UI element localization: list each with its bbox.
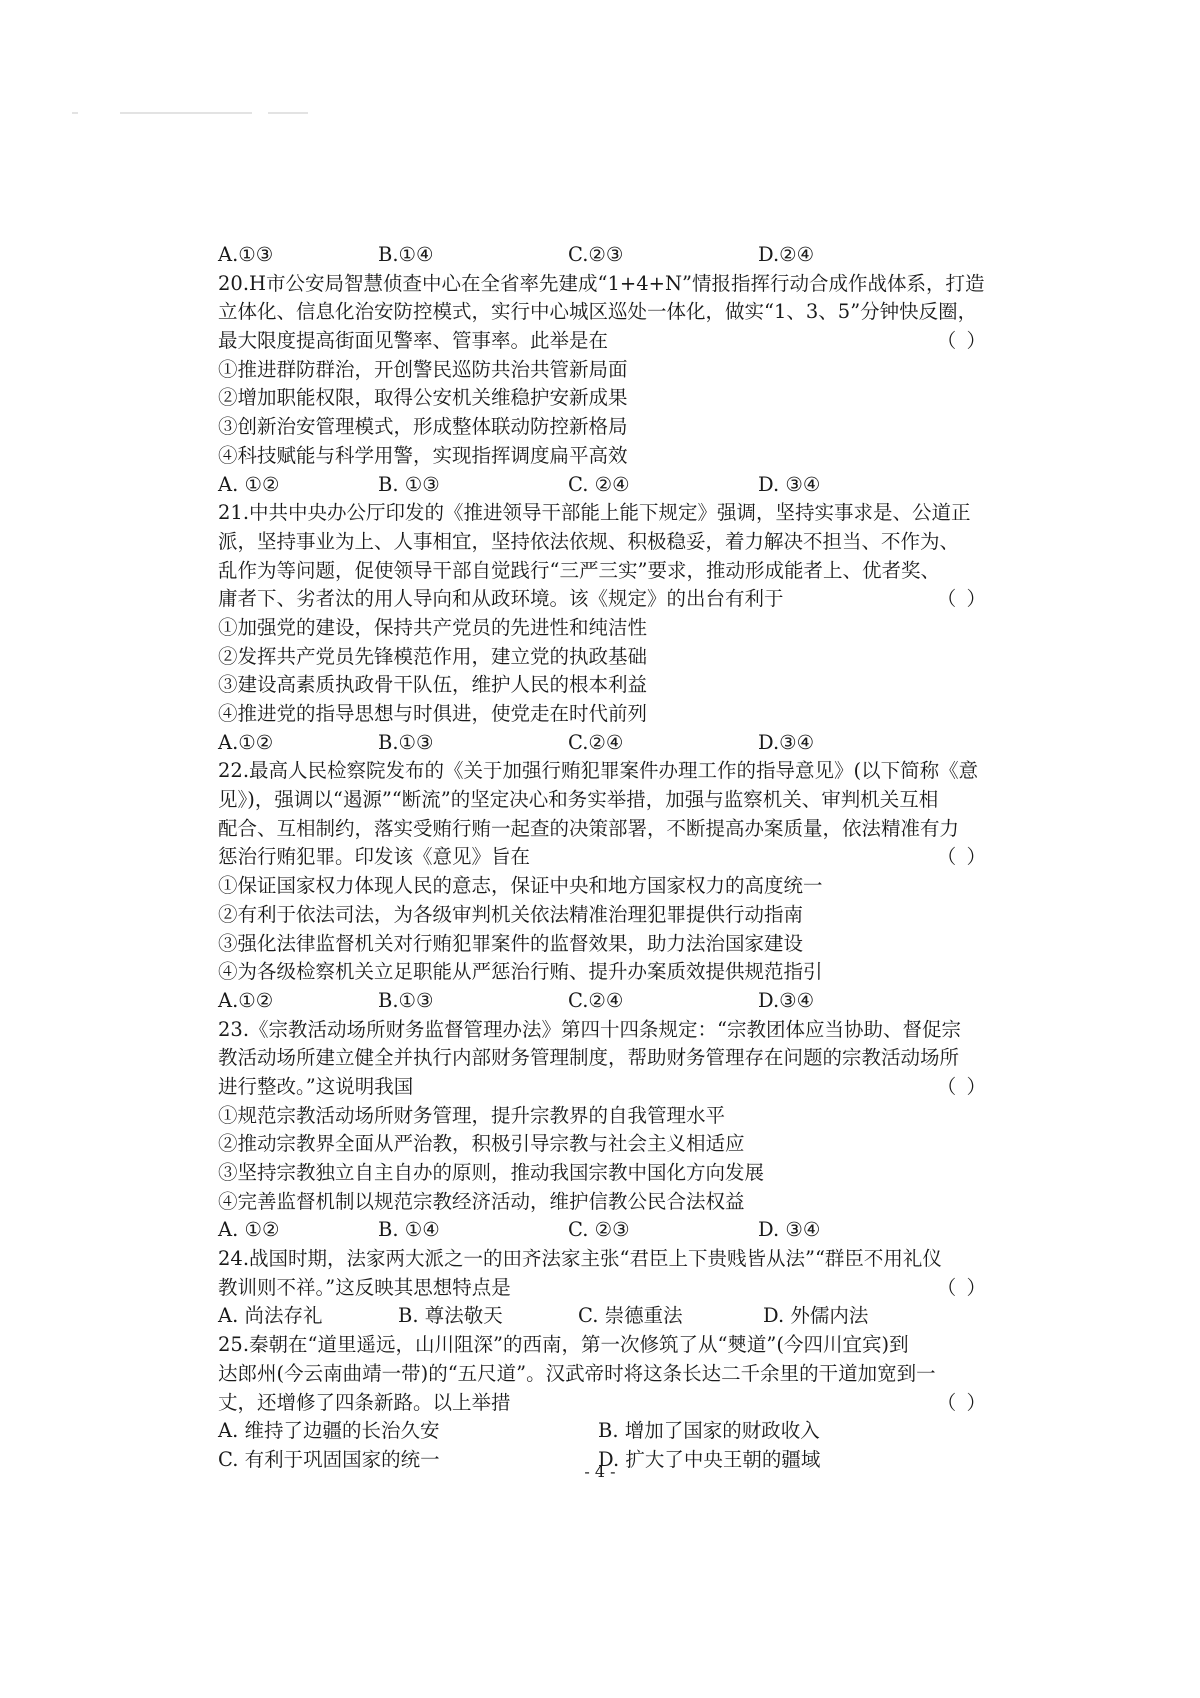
q20-stem-line: 20.H市公安局智慧侦查中心在全省率先建成“1+4+N”情报指挥行动合成作战体系，打造 [218, 271, 985, 295]
q23-stem-line: 教活动场所建立健全并执行内部财务管理制度，帮助财务管理存在问题的宗教活动场所 [218, 1046, 960, 1070]
q22-item: ③强化法律监督机关对行贿犯罪案件的监督效果，助力法治国家建设 [218, 931, 804, 955]
answer-blank: （ ） [936, 1074, 988, 1098]
q22-stem-line: 22.最高人民检察院发布的《关于加强行贿犯罪案件办理工作的指导意见》(以下简称《意 [218, 759, 979, 783]
q23-item: ②推动宗教界全面从严治教，积极引导宗教与社会主义相适应 [218, 1132, 745, 1156]
q23-stem-text: 进行整改。”这说明我国 [218, 1074, 414, 1098]
q22-option-b: B.①③ [378, 988, 434, 1012]
question-22 [218, 757, 1000, 1015]
question-20 [218, 270, 1000, 500]
scan-artifact [72, 112, 78, 114]
q21-option-c: C.②④ [568, 730, 624, 754]
q25-option-c: C. 有利于巩固国家的统一 [218, 1447, 440, 1471]
q20-stem-line [218, 327, 1000, 356]
page-number: - 4 - [584, 1462, 616, 1481]
answer-blank: （ ） [936, 587, 988, 611]
q23-item: ③坚持宗教独立自主自办的原则，推动我国宗教中国化方向发展 [218, 1161, 765, 1184]
q25-option-b: B. 增加了国家的财政收入 [598, 1419, 820, 1443]
q21-stem-line [218, 585, 1000, 614]
q21-stem-line: 21.中共中央办公厅印发的《推进领导干部能上能下规定》强调，坚持实事求是、公道正 [218, 501, 971, 525]
q19-options [218, 241, 1000, 270]
q23-option-b: B. ①④ [378, 1218, 440, 1242]
q19-option-c: C.②③ [568, 243, 624, 266]
q22-option-c: C.②④ [568, 988, 624, 1012]
q20-item: ②增加职能权限，取得公安机关维稳护安新成果 [218, 386, 628, 410]
question-21 [218, 499, 1000, 757]
answer-blank: （ ） [936, 845, 988, 869]
q24-options [218, 1302, 1000, 1331]
q20-option-c: C. ②④ [568, 472, 630, 496]
q22-options [218, 987, 1000, 1016]
q21-item: ③建设高素质执政骨干队伍，维护人民的根本利益 [218, 673, 648, 697]
q25-stem-line: 达郎州(今云南曲靖一带)的“五尺道”。汉武帝时将这条长达二千余里的干道加宽到一 [218, 1361, 936, 1385]
q22-option-a: A.①② [218, 988, 274, 1012]
q20-option-b: B. ①③ [378, 472, 440, 496]
q20-item: ④科技赋能与科学用警，实现指挥调度扁平高效 [218, 443, 628, 467]
q22-item: ②有利于依法司法，为各级审判机关依法精准治理犯罪提供行动指南 [218, 902, 804, 926]
q20-stem-text: 最大限度提高街面见警率、管事率。此举是在 [218, 329, 609, 353]
q20-item: ③创新治安管理模式，形成整体联动防控新格局 [218, 415, 628, 439]
q24-option-b: B. 尊法敬天 [398, 1304, 503, 1328]
q23-option-c: C. ②③ [568, 1218, 630, 1242]
q23-stem-line: 23.《宗教活动场所财务监督管理办法》第四十四条规定：“宗教团体应当协助、督促宗 [218, 1017, 961, 1041]
question-25 [218, 1331, 1000, 1474]
q24-option-c: C. 崇德重法 [578, 1304, 683, 1328]
q22-stem-line: 见》)，强调以“遏源”“断流”的坚定决心和务实举措，加强与监察机关、审判机关互相 [218, 788, 939, 812]
q22-stem-line: 配合、互相制约，落实受贿行贿一起查的决策部署，不断提高办案质量，依法精准有力 [218, 816, 960, 840]
q20-options [218, 471, 1000, 500]
q24-option-d: D. 外儒内法 [763, 1304, 869, 1328]
q25-option-a: A. 维持了边疆的长治久安 [218, 1419, 440, 1443]
q24-stem-text: 教训则不祥。”这反映其思想特点是 [218, 1275, 511, 1299]
question-content [218, 241, 1000, 1475]
question-23 [218, 1016, 1000, 1246]
q22-item: ①保证国家权力体现人民的意志，保证中央和地方国家权力的高度统一 [218, 874, 823, 898]
q24-option-a: A. 尚法存礼 [218, 1304, 323, 1328]
answer-blank: （ ） [936, 1275, 988, 1299]
q20-option-d: D. ③④ [758, 472, 821, 496]
q24-stem-line: 24.战国时期，法家两大派之一的田齐法家主张“君臣上下贵贱皆从法”“群臣不用礼仪 [218, 1247, 942, 1271]
q19-option-b: B.①④ [378, 243, 434, 266]
q23-options [218, 1216, 1000, 1245]
q23-option-a: A. ①② [218, 1218, 280, 1242]
q23-option-d: D. ③④ [758, 1218, 821, 1242]
q22-stem-text: 惩治行贿犯罪。印发该《意见》旨在 [218, 845, 531, 869]
q19-option-a: A.①③ [218, 243, 274, 266]
q25-options-row-1 [218, 1417, 1000, 1446]
q21-item: ②发挥共产党员先锋模范作用，建立党的执政基础 [218, 644, 648, 668]
q20-stem-line: 立体化、信息化治安防控模式，实行中心城区巡处一体化，做实“1、3、5”分钟快反圈， [218, 300, 978, 324]
q25-stem-line: 25.秦朝在“道里遥远，山川阻深”的西南，第一次修筑了从“僰道”(今四川宜宾)到 [218, 1333, 909, 1357]
q23-stem-line [218, 1073, 1000, 1102]
q20-item: ①推进群防群治，开创警民巡防共治共管新局面 [218, 357, 628, 381]
q24-stem-line [218, 1274, 1000, 1303]
q22-item: ④为各级检察机关立足职能从严惩治行贿、提升办案质效提供规范指引 [218, 960, 823, 984]
question-24 [218, 1245, 1000, 1331]
answer-blank: （ ） [936, 329, 988, 353]
q19-option-d: D.②④ [758, 243, 815, 266]
q22-option-d: D.③④ [758, 988, 815, 1012]
scan-artifact [268, 112, 308, 114]
q21-stem-line: 派，坚持事业为上、人事相宜，坚持依法依规、积极稳妥，着力解决不担当、不作为、 [218, 529, 960, 553]
q21-option-d: D.③④ [758, 730, 815, 754]
q22-stem-line [218, 843, 1000, 872]
q21-item: ④推进党的指导思想与时俱进，使党走在时代前列 [218, 702, 648, 725]
q21-option-b: B.①③ [378, 730, 434, 754]
q21-item: ①加强党的建设，保持共产党员的先进性和纯洁性 [218, 615, 648, 639]
answer-blank: （ ） [936, 1390, 988, 1414]
q21-options [218, 729, 1000, 758]
q23-item: ①规范宗教活动场所财务管理，提升宗教界的自我管理水平 [218, 1103, 726, 1127]
q21-stem-line: 乱作为等问题，促使领导干部自觉践行“三严三实”要求，推动形成能者上、优者奖、 [218, 558, 940, 582]
q25-stem-text: 丈，还增修了四条新路。以上举措 [218, 1390, 511, 1414]
q21-option-a: A.①② [218, 730, 274, 754]
q21-stem-text: 庸者下、劣者汰的用人导向和从政环境。该《规定》的出台有利于 [218, 587, 784, 611]
q25-stem-line [218, 1389, 1000, 1418]
q20-option-a: A. ①② [218, 472, 280, 496]
scan-artifact [120, 112, 252, 114]
q25-option-d: D. 扩大了中央王朝的疆域 [598, 1447, 821, 1471]
q23-item: ④完善监督机制以规范宗教经济活动，维护信教公民合法权益 [218, 1189, 745, 1213]
